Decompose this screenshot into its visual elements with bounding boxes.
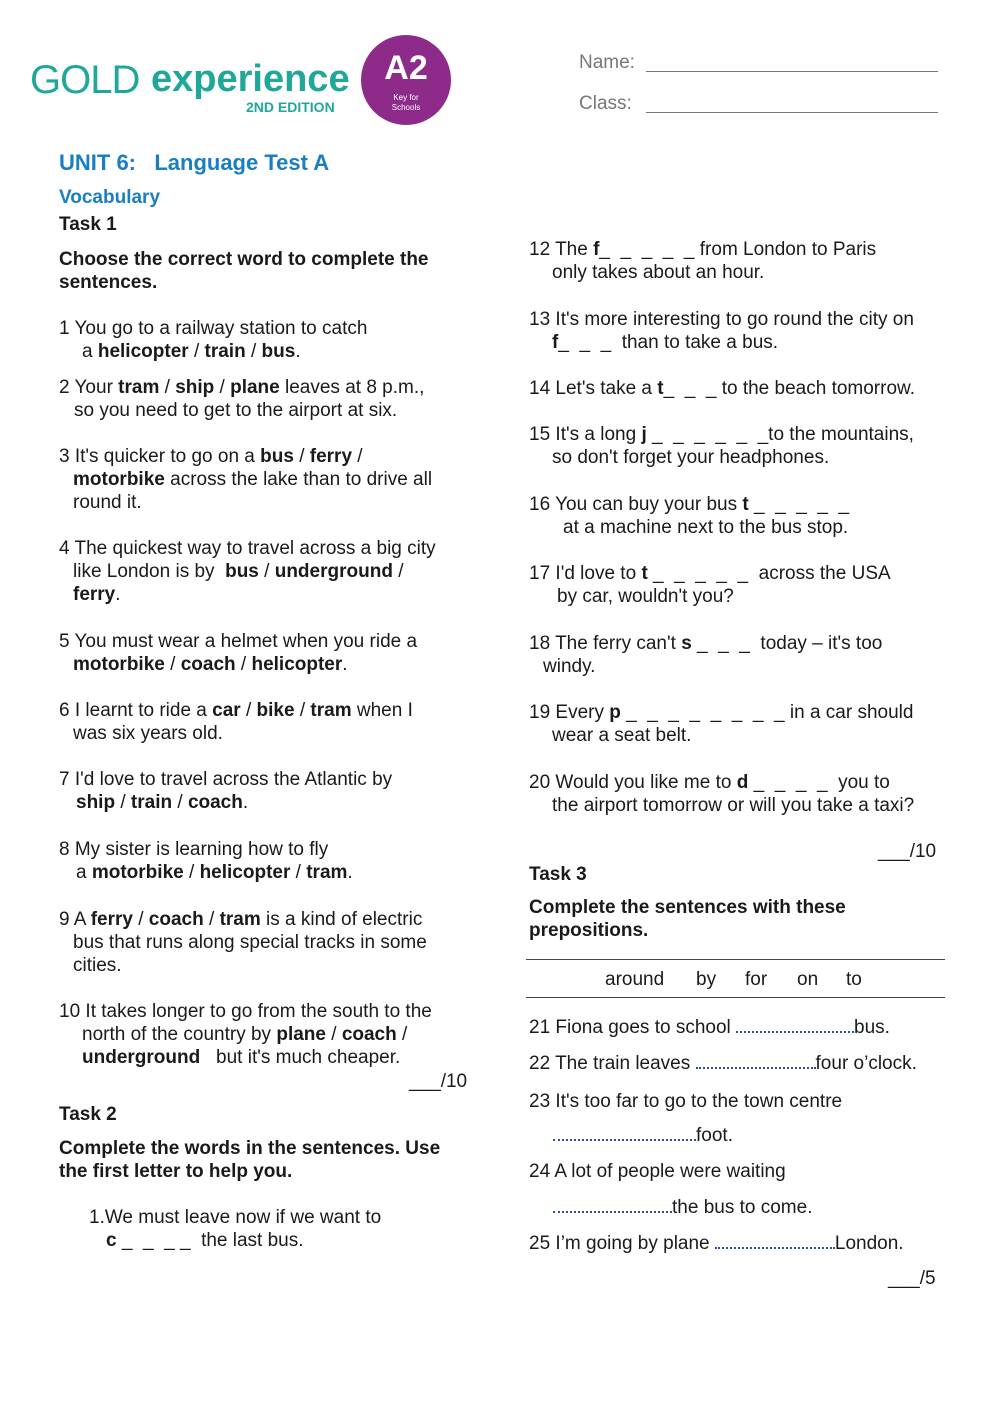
task-instruction: Complete the words in the sentences. Use the first letter to help you. [59,1138,441,1182]
class-label: Class: [579,93,632,114]
question-3: 3 It's quicker to go on a bus / ferry / motorbike across the lake than to drive all round it. [59,446,433,513]
option[interactable]: car [212,700,241,721]
option[interactable]: coach [148,909,204,930]
logo-edition: 2ND EDITION [246,99,335,115]
question-19: 19 Every p _ _ _ _ _ _ _ _ in a car should wear a seat belt. [529,702,914,746]
task-instruction: Choose the correct word to complete the sentences. [59,249,429,293]
question-23-answer: foot. [553,1124,733,1147]
task-title: Task 2 [59,1104,117,1125]
answer-blank[interactable] [553,1197,672,1213]
task-instruction: Complete the sentences with these prepositions. [529,897,846,941]
question-22: 22 The train leaves four o’clock. [529,1053,917,1074]
option[interactable]: tram [219,909,261,930]
question-4: 4 The quickest way to travel across a big city like London is by bus / underground / ferry. [59,538,436,605]
option[interactable]: plane [276,1024,326,1045]
logo-gold-text: GOLD [30,58,140,102]
answer-blank[interactable] [696,1053,816,1069]
option[interactable]: underground [274,561,393,582]
level-badge [361,35,451,125]
question-16: 16 You can buy your bus t _ _ _ _ _ at a machine next to the bus stop. [529,494,850,538]
option[interactable]: helicopter [199,862,291,883]
preposition-word: on [797,969,819,990]
option[interactable]: ferry [309,446,353,467]
question-14: 14 Let's take a t_ _ _ to the beach tomorrow. [529,378,915,399]
badge-level: A2 [384,49,428,87]
badge-subtitle: Schools [391,103,421,112]
question-18: 18 The ferry can't s _ _ _ today – it's too windy. [529,633,883,677]
divider [526,997,945,998]
question-2: 2 Your tram / ship / plane leaves at 8 p.m., so you need to get to the airport at six. [59,377,425,421]
logo-experience-text: experience [151,58,350,100]
option[interactable]: coach [341,1024,397,1045]
preposition-word: for [745,969,768,990]
option[interactable]: bus [261,341,296,362]
option[interactable]: motorbike [73,654,165,675]
preposition-word: by [696,969,717,990]
task-title: Task 1 [59,214,117,235]
question-24-answer: the bus to come. [553,1196,812,1219]
preposition-word: to [846,969,862,990]
class-field[interactable] [646,111,938,113]
question-1: 1 You go to a railway station to catch a helicopter / train / bus. [59,318,368,362]
question-9: 9 A ferry / coach / tram is a kind of electric bus that runs along special tracks in some cities. [59,909,427,976]
answer-blank[interactable] [553,1125,696,1141]
task1-score: ___/10 [409,1071,468,1092]
option[interactable]: coach [180,654,236,675]
divider [526,959,945,960]
question-23: 23 It's too far to go to the town centre [529,1091,843,1112]
task3-score: ___/5 [888,1268,936,1289]
option[interactable]: helicopter [97,341,189,362]
option[interactable]: ship [175,377,215,398]
task2-score: ___/10 [878,841,937,862]
option[interactable]: bus [260,446,294,467]
name-field[interactable] [646,70,938,72]
option[interactable]: tram [306,862,348,883]
option[interactable]: motorbike [73,469,165,490]
question-6: 6 I learnt to ride a car / bike / tram when I was six years old. [59,700,413,744]
option[interactable]: coach [187,792,243,813]
question-8: 8 My sister is learning how to fly a motorbike / helicopter / tram. [59,839,353,883]
question-24: 24 A lot of people were waiting [529,1161,786,1182]
option[interactable]: bike [256,700,295,721]
question-12: 12 The f_ _ _ _ _ from London to Paris only takes about an hour. [529,239,877,283]
option[interactable]: ship [76,792,116,813]
option[interactable]: helicopter [251,654,343,675]
preposition-word: around [605,969,665,990]
section-heading: Vocabulary [59,187,161,208]
option[interactable]: underground [82,1047,201,1068]
question-20: 20 Would you like me to d _ _ _ _ you to the airport tomorrow or will you take a taxi? [529,772,915,816]
option[interactable]: tram [118,377,160,398]
badge-subtitle: Key for [393,93,419,102]
page-title: UNIT 6: Language Test A [59,150,330,175]
option[interactable]: plane [230,377,280,398]
question-17: 17 I'd love to t _ _ _ _ _ across the USA by car, wouldn't you? [529,563,891,607]
option[interactable]: ferry [90,909,133,930]
question-21: 21 Fiona goes to school bus. [529,1017,890,1038]
question-15: 15 It's a long j _ _ _ _ _ _to the mountains, so don't forget your headphones. [529,424,914,468]
question-13: 13 It's more interesting to go round the city on f_ _ _ than to take a bus. [529,309,914,353]
answer-blank[interactable] [736,1017,854,1033]
option[interactable]: tram [310,700,352,721]
option[interactable]: motorbike [91,862,184,883]
option[interactable]: bus [225,561,259,582]
option[interactable]: ferry [73,584,116,605]
name-label: Name: [579,52,635,73]
option[interactable]: train [204,341,246,362]
question-10: 10 It takes longer to go from the south to the north of the country by plane / coach / underground but it's much cheaper. [59,1001,432,1068]
option[interactable]: train [130,792,173,813]
answer-blank[interactable] [715,1233,835,1249]
question-5: 5 You must wear a helmet when you ride a motorbike / coach / helicopter. [59,631,418,675]
task2-question-1: 1.We must leave now if we want to c _ _ _ _ the last bus. [89,1207,382,1251]
task-title: Task 3 [529,864,587,885]
question-7: 7 I'd love to travel across the Atlantic by ship / train / coach. [59,769,393,813]
question-25: 25 I’m going by plane London. [529,1233,904,1254]
